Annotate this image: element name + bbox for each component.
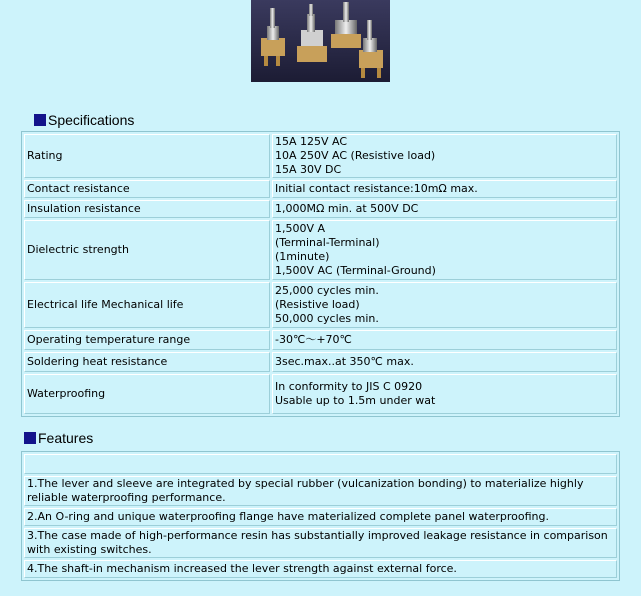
table-row (24, 560, 617, 578)
spec-value (272, 200, 617, 218)
spec-value-line: In conformity to JIS C 0920 (275, 380, 423, 393)
table-row (24, 476, 617, 506)
spec-label: Soldering heat resistance (24, 352, 270, 372)
features-table (21, 451, 620, 581)
feature-item: 3.The case made of high-performance resin has substantially improved leakage resistance in comparison with existing switches. (24, 528, 617, 558)
table-row (24, 374, 617, 414)
spec-value (272, 180, 617, 198)
features-heading (24, 428, 93, 448)
spec-value-line: 1,000MΩ min. at 500V DC (275, 202, 419, 215)
feature-item: 2.An O-ring and unique waterproofing flange have materialized complete panel waterproofing. (24, 508, 617, 526)
spec-value (272, 220, 617, 280)
feature-item: 4.The shaft-in mechanism increased the lever strength against external force. (24, 560, 617, 578)
spec-label: Dielectric strength (24, 220, 270, 280)
spec-label: Contact resistance (24, 180, 270, 198)
spec-value-line: 15A 30V DC (275, 163, 342, 176)
table-row (24, 330, 617, 350)
table-row (24, 508, 617, 526)
feature-item: 1.The lever and sleeve are integrated by special rubber (vulcanization bonding) to materialize highly reliable waterproofing performance. (24, 476, 617, 506)
spec-value (272, 374, 617, 414)
spec-value-line: (Terminal-Terminal) (275, 236, 380, 249)
table-row (24, 220, 617, 280)
spec-label: Insulation resistance (24, 200, 270, 218)
spec-label: Electrical life Mechanical life (24, 282, 270, 328)
spec-label: Operating temperature range (24, 330, 270, 350)
table-row (24, 200, 617, 218)
table-row (24, 352, 617, 372)
table-row (24, 134, 617, 178)
spec-value-line: 10A 250V AC (Resistive load) (275, 149, 436, 162)
toggle-switches-illustration (251, 0, 390, 82)
spec-value-line: Usable up to 1.5m under wat (275, 394, 436, 407)
spec-value-line: 3sec.max..at 350℃ max. (275, 355, 414, 368)
table-row (24, 282, 617, 328)
spec-value-line: 1,500V A (275, 222, 326, 235)
square-bullet-icon (34, 114, 46, 126)
spec-value (272, 134, 617, 178)
square-bullet-icon (24, 432, 36, 444)
specifications-heading (34, 110, 134, 130)
specifications-table (21, 131, 620, 417)
spec-value-line: 15A 125V AC (275, 135, 348, 148)
spec-value-line: 50,000 cycles min. (275, 312, 379, 325)
spec-value-line: 1,500V AC (Terminal-Ground) (275, 264, 436, 277)
spec-value-line: (1minute) (275, 250, 330, 263)
spec-value (272, 282, 617, 328)
spec-value-line: Initial contact resistance:10mΩ max. (275, 182, 478, 195)
table-row (24, 454, 617, 474)
spec-value (272, 352, 617, 372)
spec-value (272, 330, 617, 350)
feature-item (24, 454, 617, 474)
features-heading-text: Features (38, 430, 94, 446)
table-row (24, 180, 617, 198)
spec-label: Waterproofing (24, 374, 270, 414)
spec-label: Rating (24, 134, 270, 178)
spec-value-line: (Resistive load) (275, 298, 360, 311)
product-photo (251, 0, 390, 82)
spec-value-line: -30℃～+70℃ (275, 333, 352, 346)
specifications-heading-text: Specifications (48, 112, 135, 128)
table-row (24, 528, 617, 558)
spec-value-line: 25,000 cycles min. (275, 284, 379, 297)
